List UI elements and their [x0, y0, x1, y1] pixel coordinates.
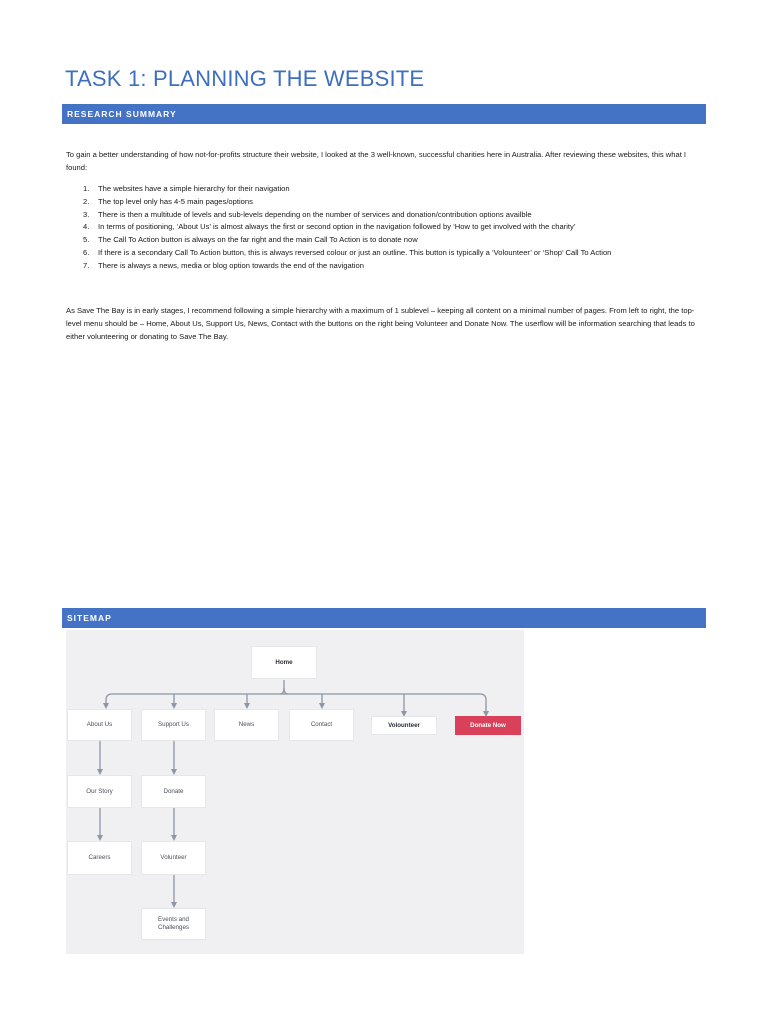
recommendation-paragraph: As Save The Bay is in early stages, I recommend following a simple hierarchy with a maximum of 1 sublevel – keeping all content on a minimal number of pages. From left to right, the top-level menu should be – Home, About Us, Support Us, News, Contact with the buttons on the right being Volunteer and Donate Now. The userflow will be information searching that leads to either volunteering or donating to Save The Bay.: [66, 306, 695, 341]
sitemap-diagram: [66, 630, 524, 954]
list-item-text: In terms of positioning, ‘About Us’ is almost always the first or second option in the navigation followed by ‘How to get involved with the charity’: [98, 222, 576, 232]
node-support-us: Support Us: [141, 709, 206, 741]
list-item-number: 6.: [83, 247, 90, 257]
list-item-text: There is always a news, media or blog option towards the end of the navigation: [98, 260, 364, 270]
list-item-number: 1.: [83, 184, 90, 193]
list-item: [66, 234, 706, 247]
connector-bus: [106, 694, 486, 700]
node-contact: Contact: [289, 709, 354, 741]
research-intro: To gain a better understanding of how not-for-profits structure their website, I looked at the 3 well-known, successful charities here in Australia. After reviewing these websites, this what I found:: [66, 150, 687, 172]
list-item-number: 7.: [83, 260, 90, 270]
findings-list: [66, 183, 706, 273]
node-home: Home: [251, 646, 317, 679]
research-summary-heading: RESEARCH SUMMARY: [62, 104, 706, 124]
list-item: [66, 260, 706, 273]
connector-home-stem-right: [284, 688, 288, 694]
node-our-story: Our Story: [67, 775, 132, 808]
list-item-number: 5.: [83, 235, 90, 245]
node-events-and-challenges: Events and Challenges: [141, 908, 206, 940]
node-careers: Careers: [67, 841, 132, 875]
list-item-text: There is then a multitude of levels and sub-levels depending on the number of services and donation/contribution options availble: [98, 209, 532, 219]
list-item: [66, 183, 706, 196]
list-item: [66, 196, 706, 209]
list-item-number: 4.: [83, 222, 90, 232]
list-item-text: The Call To Action button is always on the far right and the main Call To Action is to donate now: [98, 235, 418, 245]
list-item-text: The top level only has 4-5 main pages/options: [98, 196, 253, 206]
list-item: [66, 247, 706, 260]
node-donate-now-button: Donate Now: [455, 716, 521, 735]
list-item-text: If there is a secondary Call To Action button, this is always reversed colour or just an outline. This button is typically a ‘Volounteer’ or ‘Shop’ Call To Action: [98, 247, 612, 257]
list-item-number: 2.: [83, 196, 90, 206]
connector-home-stem: [280, 680, 284, 694]
list-item-text: The websites have a simple hierarchy for their navigation: [98, 184, 290, 193]
node-news: News: [214, 709, 279, 741]
list-item-number: 3.: [83, 209, 90, 219]
node-volunteer-button: Volounteer: [371, 716, 437, 735]
node-donate: Donate: [141, 775, 206, 808]
list-item: [66, 209, 706, 222]
node-about-us: About Us: [67, 709, 132, 741]
page-title: TASK 1: PLANNING THE WEBSITE: [65, 66, 425, 91]
sitemap-heading: SITEMAP: [62, 608, 706, 628]
list-item: [66, 221, 706, 234]
node-volunteer: Volunteer: [141, 841, 206, 875]
